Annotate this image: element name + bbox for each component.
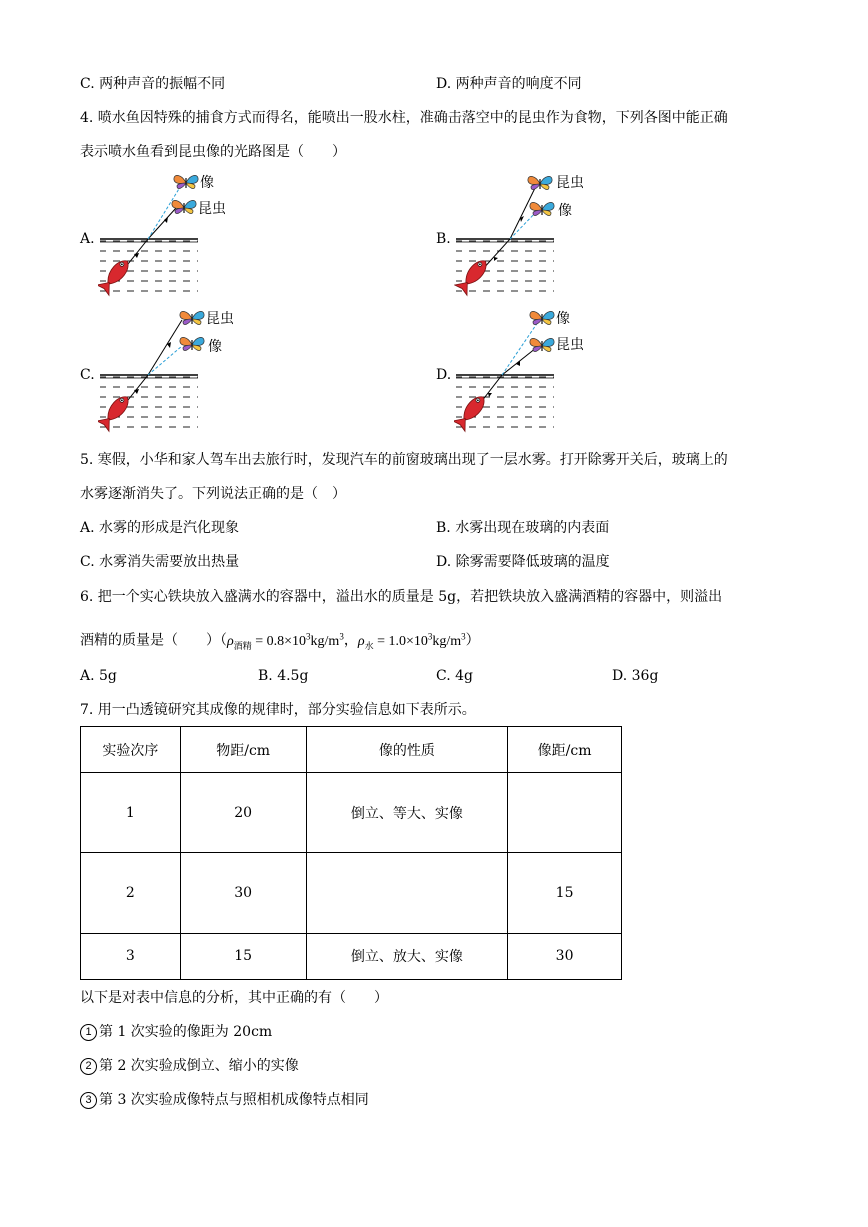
q7-statement-2: 2 第 2 次实验成倒立、缩小的实像 [80, 1056, 299, 1076]
table-cell [306, 853, 508, 933]
q7-stem: 7. 用一凸透镜研究其成像的规律时，部分实验信息如下表所示。 [80, 702, 476, 718]
table-row [81, 933, 622, 979]
table-cell: 30 [180, 853, 306, 933]
panel-c-top-label: 昆虫 [206, 311, 234, 327]
butterfly-icon-insect [528, 176, 552, 189]
q7-analysis: 以下是对表中信息的分析，其中正确的有（ ） [80, 990, 388, 1006]
panel-b-top-label: 昆虫 [556, 175, 584, 191]
q6-stem-line2: 酒精的质量是（ ）（$\rho_{酒精} = 0.8\times 10^3kg/m^3$，$\rho_水 = 1.0\times 10^3kg/m^3$） [80, 631, 480, 651]
butterfly-icon-image [530, 311, 554, 324]
q4-stem-line1: 4. 喷水鱼因特殊的捕食方式而得名，能喷出一股水柱，准确击落空中的昆虫作为食物，下列各图中能正确 [80, 110, 728, 126]
butterfly-icon-insect [172, 200, 196, 213]
panel-a-letter: A. [80, 231, 95, 247]
experiment-table [80, 726, 622, 980]
panel-b-bottom-label: 像 [558, 203, 572, 219]
table-header: 实验次序 [81, 727, 181, 773]
q6-stem-line1: 6. 把一个实心铁块放入盛满水的容器中，溢出水的质量是 5g，若把铁块放入盛满酒精的容器中，则溢出 [80, 589, 723, 605]
panel-d-diagram [454, 302, 594, 438]
q4-stem-line2: 表示喷水鱼看到昆虫像的光路图是（ ） [80, 144, 346, 160]
panel-a-top-label: 像 [200, 175, 214, 191]
table-row [81, 853, 622, 933]
rho-alcohol-formula: $\rho_{酒精} = 0.8\times 10^3kg/m^3$ [227, 631, 344, 651]
q6-option-d: D. 36g [612, 668, 659, 684]
panel-a-bottom-label: 昆虫 [198, 201, 226, 217]
table-cell [508, 773, 622, 853]
table-cell: 15 [508, 853, 622, 933]
q6-option-c: C. 4g [436, 668, 473, 684]
circled-number: 1 [80, 1024, 97, 1041]
table-cell: 20 [180, 773, 306, 853]
q5-option-c: C. 水雾消失需要放出热量 [80, 554, 240, 570]
table-header: 物距/cm [180, 727, 306, 773]
panel-c-letter: C. [80, 367, 95, 383]
table-cell: 3 [81, 933, 181, 979]
q5-option-b: B. 水雾出现在玻璃的内表面 [436, 520, 610, 536]
q5-stem-line1: 5. 寒假，小华和家人驾车出去旅行时，发现汽车的前窗玻璃出现了一层水雾。打开除雾开关后，玻璃上的 [80, 452, 728, 468]
table-row [81, 773, 622, 853]
table-cell: 2 [81, 853, 181, 933]
q3-option-d: D. 两种声音的响度不同 [436, 76, 582, 92]
rho-water-formula: $\rho_水 = 1.0\times 10^3kg/m^3$ [357, 631, 466, 651]
circled-number: 3 [80, 1092, 97, 1109]
circled-number: 2 [80, 1058, 97, 1075]
table-cell: 倒立、放大、实像 [306, 933, 508, 979]
panel-d-bottom-label: 昆虫 [556, 337, 584, 353]
q7-statement-1: 1 第 1 次实验的像距为 20cm [80, 1022, 272, 1042]
table-header: 像距/cm [508, 727, 622, 773]
butterfly-icon-image [180, 337, 204, 350]
table-header: 像的性质 [306, 727, 508, 773]
q6-option-a: A. 5g [80, 668, 117, 684]
table-cell: 30 [508, 933, 622, 979]
panel-d-letter: D. [436, 367, 452, 383]
table-header-row [81, 727, 622, 773]
butterfly-icon-insect [180, 311, 204, 324]
butterfly-icon-image [530, 202, 554, 215]
q6-option-b: B. 4.5g [258, 668, 309, 684]
butterfly-icon-insect [530, 338, 554, 351]
panel-a-diagram [98, 166, 238, 302]
q3-option-c: C. 两种声音的振幅不同 [80, 76, 226, 92]
q5-option-d: D. 除雾需要降低玻璃的温度 [436, 554, 610, 570]
panel-c-bottom-label: 像 [208, 339, 222, 355]
panel-b-letter: B. [436, 231, 451, 247]
table-cell: 1 [81, 773, 181, 853]
panel-d-top-label: 像 [556, 311, 570, 327]
q5-stem-line2: 水雾逐渐消失了。下列说法正确的是（ ） [80, 486, 346, 502]
q7-statement-3: 3 第 3 次实验成像特点与照相机成像特点相同 [80, 1090, 369, 1110]
q6-stem-text: 酒精的质量是（ ）（ [80, 632, 227, 649]
table-cell: 15 [180, 933, 306, 979]
butterfly-icon-image [174, 175, 198, 188]
table-cell: 倒立、等大、实像 [306, 773, 508, 853]
q5-option-a: A. 水雾的形成是汽化现象 [80, 520, 240, 536]
